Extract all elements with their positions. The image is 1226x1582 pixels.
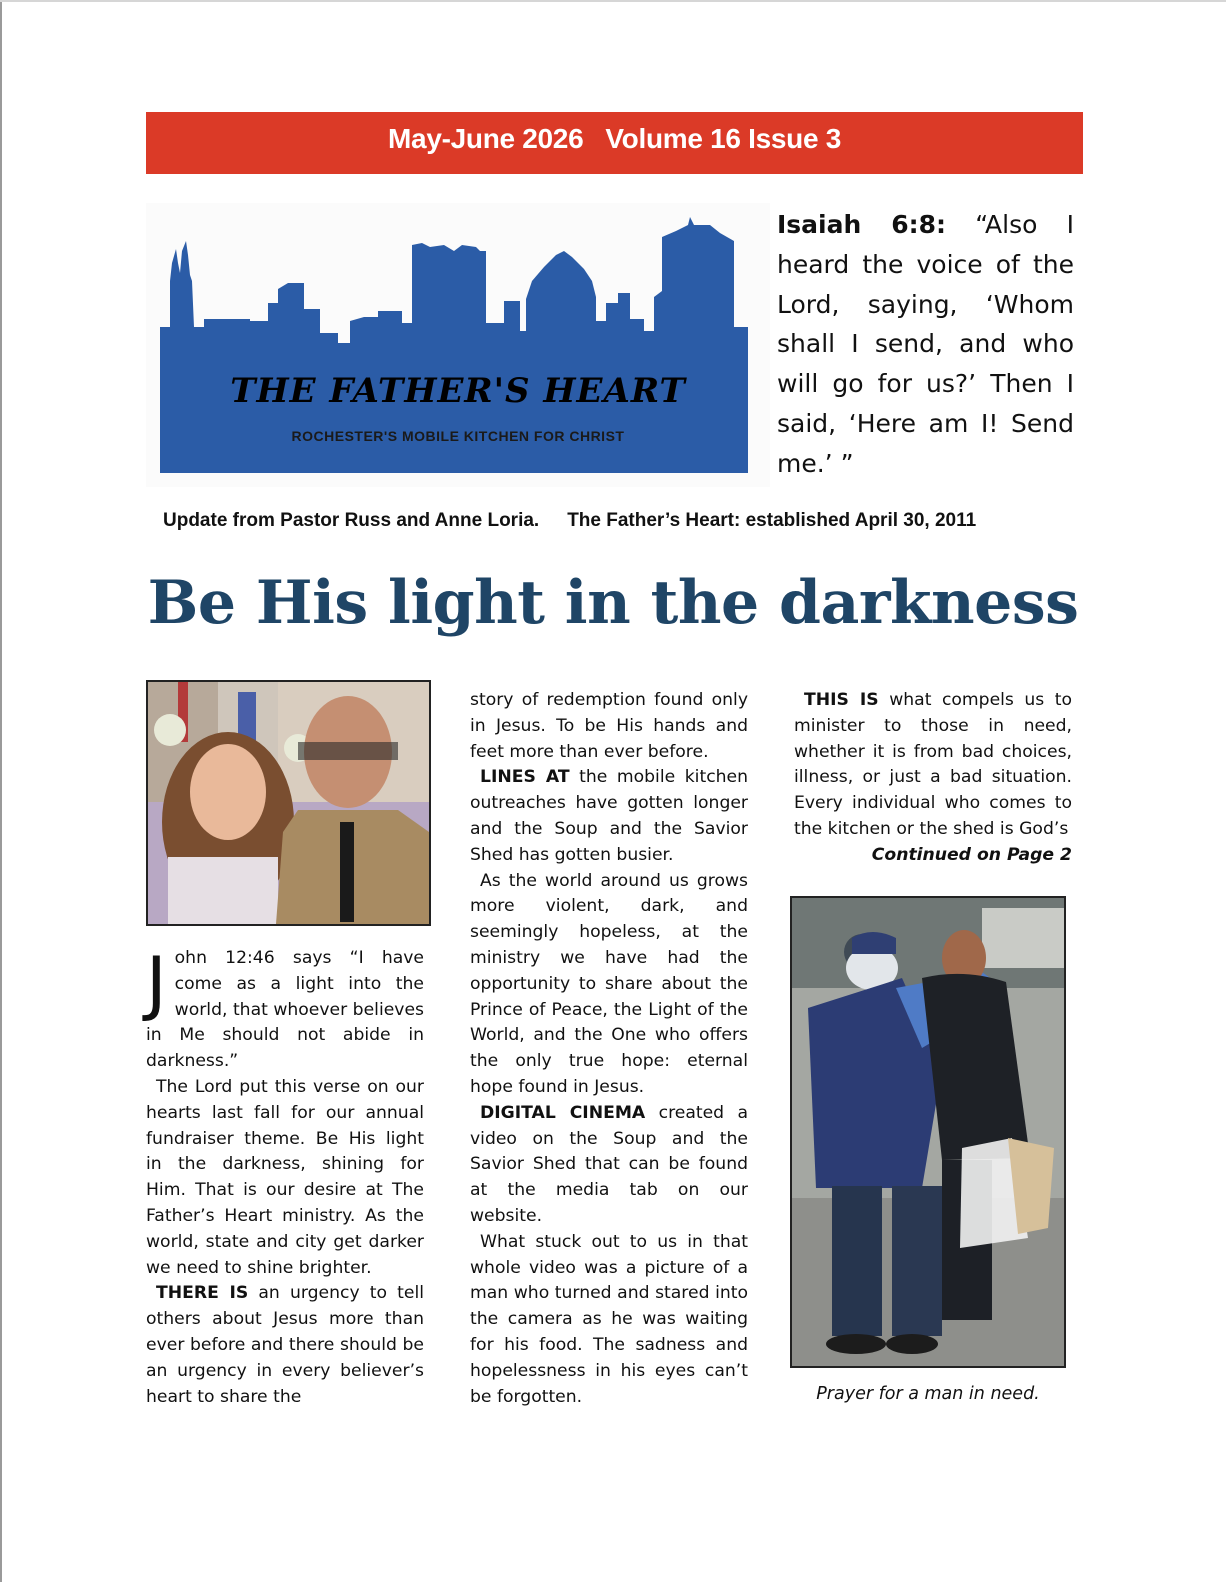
- column2-paragraph-1: story of redemption found only in Jesus. To be His hands and feet more than ever before.: [470, 690, 748, 762]
- column2-paragraph-2: the mobile kitchen outreaches have gotten longer and the Soup and the Savior Shed has gotten busier.: [470, 767, 749, 865]
- page-edge: [0, 0, 2, 1582]
- verse-reference: Isaiah 6:8:: [777, 210, 947, 239]
- issue-volume: Volume 16 Issue 3: [605, 123, 841, 154]
- logo-title: THE FATHER'S HEART: [230, 371, 686, 411]
- column2-paragraph-4: created a video on the Soup and the Savior Shed that can be found at the media tab on our website.: [470, 1102, 748, 1226]
- scripture-verse: [777, 205, 1074, 484]
- drop-cap: J: [146, 942, 167, 1024]
- column2-paragraph-5: What stuck out to us in that whole video was a picture of a man who turned and stared into the camera as he was waiting for his food. The sadness and hopelessness in his eyes can’t be forgotten.: [470, 1231, 748, 1407]
- established-date: The Father’s Heart: established April 30, 2011: [567, 510, 977, 531]
- verse-text: “Also I heard the voice of the Lord, saying, ‘Whom shall I send, and who will go for us?’ Then I said, ‘Here am I! Send me.’ ”: [777, 210, 1074, 478]
- prayer-photo: [790, 896, 1066, 1368]
- continued-note: Continued on Page 2: [871, 844, 1072, 865]
- page-top-edge: [0, 0, 1226, 2]
- column3-paragraph-1: what compels us to minister to those in need, whether it is from bad choices, illness, or just a bad situation. Every individual who comes to the kitchen or the shed is God’s: [794, 690, 1073, 839]
- article-column-1: [146, 942, 424, 1410]
- column1-lead-in: THERE IS: [156, 1283, 249, 1304]
- article-headline: Be His light in the darkness: [147, 568, 1079, 638]
- column2-paragraph-3: As the world around us grows more violent, dark, and seemingly hopeless, at the ministry we have had the opportunity to share about the Prince of Peace, the Light of the World, and the One who offers the only true hope: eternal hope found in Jesus.: [470, 870, 748, 1097]
- column3-lead-in: THIS IS: [804, 690, 879, 710]
- prayer-illustration: [792, 898, 1064, 1366]
- column1-paragraph-2: The Lord put this verse on our hearts last fall for our annual fundraiser theme. Be His light in the darkness, shining for Him. That is our desire at The Father’s Heart ministry. As the world, state and city get darker we need to shine brighter.: [146, 1076, 424, 1278]
- pastor-couple-illustration: [148, 682, 429, 924]
- column1-paragraph-3: an urgency to tell others about Jesus more than ever before and there should be an urgency in every believer’s heart to share the: [146, 1283, 424, 1407]
- pastor-couple-photo: [146, 680, 431, 926]
- column1-paragraph-1: ohn 12:46 says “I have come as a light into the world, that whoever believes in Me should not abide in darkness.”: [146, 948, 424, 1072]
- update-line: [163, 510, 976, 532]
- article-column-3: [794, 688, 1072, 869]
- column2-lead-in-2: DIGITAL CINEMA: [480, 1102, 646, 1123]
- logo-subtitle: ROCHESTER'S MOBILE KITCHEN FOR CHRIST: [291, 428, 625, 444]
- issue-date: May-June 2026: [388, 123, 584, 154]
- update-authors: Update from Pastor Russ and Anne Loria.: [163, 510, 540, 531]
- column2-lead-in-1: LINES AT: [480, 767, 570, 788]
- ministry-logo: [146, 203, 770, 487]
- photo-caption: Prayer for a man in need.: [816, 1384, 1040, 1404]
- issue-banner: [146, 112, 1083, 174]
- article-column-2: [470, 688, 748, 1410]
